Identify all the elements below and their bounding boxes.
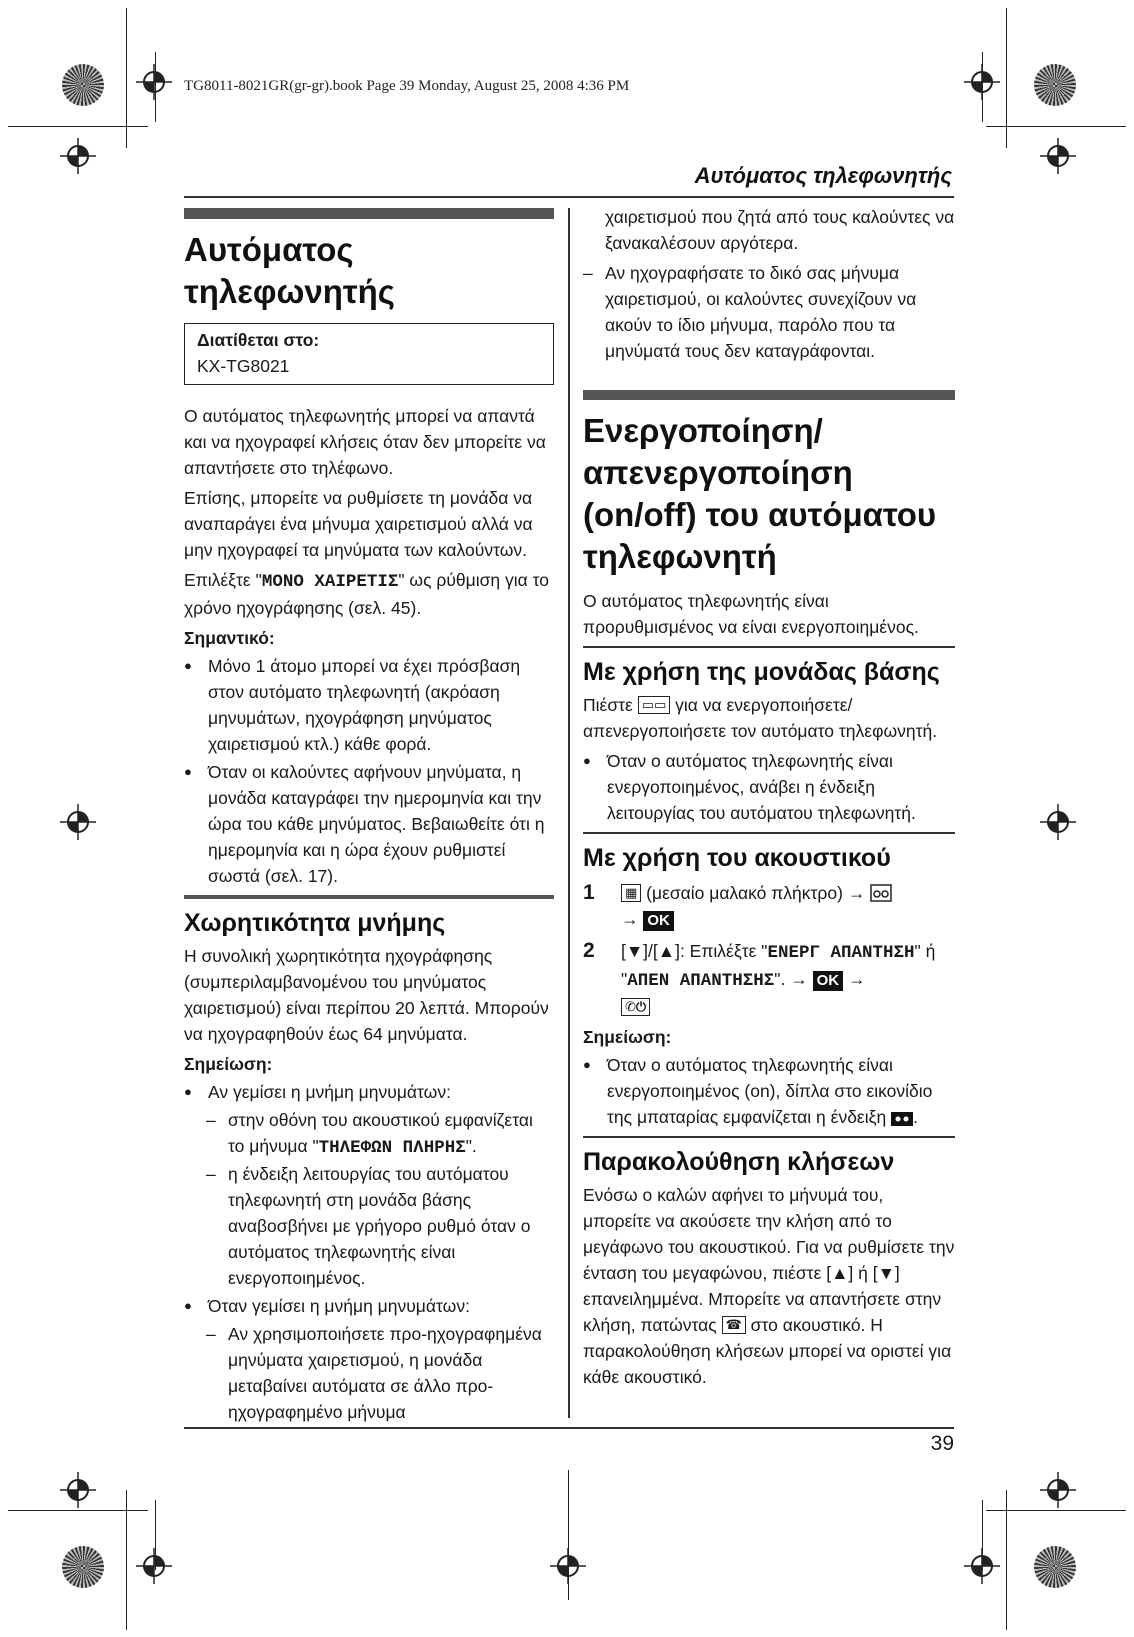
talk-key-icon: ☎ (722, 1316, 746, 1334)
greeting-only-paragraph: Επίσης, μπορείτε να ρυθμίσετε τη μονάδα να αναπαράγει ένα μήνυμα χαιρετισμού αλλά να μην ηχογραφεί τα μηνύματα των καλούντων. (184, 488, 533, 560)
greeting-setting-paragraph (184, 567, 554, 621)
page-number: 39 (930, 1432, 954, 1455)
registration-mark-icon (60, 138, 96, 174)
base-paragraph (583, 692, 955, 744)
text: για να ενεργοποιήσετε/ απενεργοποιήσετε τον αυτόματο τηλεφωνητή. (583, 695, 938, 741)
registration-mark-icon (1040, 804, 1076, 840)
registration-mark-icon (60, 1472, 96, 1508)
list-item: ● Όταν οι καλούντες αφήνουν μηνύματα, η μονάδα καταγράφει την ημερομηνία και την ώρα του κάθε μηνύματος. Βεβαιωθείτε ότι η ημερομηνία και η ώρα έχουν ρυθμιστεί σωστά (σελ. 17). (184, 759, 554, 889)
note-label: Σημείωση: (583, 1027, 672, 1047)
answering-machine-icon (870, 884, 892, 902)
list-item: ● Όταν γεμίσει η μνήμη μηνυμάτων: (184, 1293, 554, 1319)
right-column (583, 204, 955, 1394)
registration-mark-icon (60, 804, 96, 840)
arrow: → (621, 909, 639, 929)
column-divider (568, 208, 570, 1418)
color-rosette-icon (1034, 1546, 1076, 1588)
ok-key-icon: OK (813, 971, 844, 991)
list-subitem: – Αν ηχογραφήσατε το δικό σας μήνυμα χαιρετισμού, οι καλούντες συνεχίζουν να ακούν το ίδιο μήνυμα, παρόλο που τα μηνύματά τους δεν καταγράφονται. (583, 260, 955, 364)
text: στην οθόνη του ακουστικού εμφανίζεται το μήνυμα " (228, 1110, 533, 1156)
arrow: → (790, 969, 808, 989)
text: Επιλέξτε " (184, 570, 262, 590)
step-2 (583, 938, 955, 1020)
monitoring-paragraph (583, 1182, 955, 1390)
left-column (184, 208, 554, 1425)
text: Πιέστε (583, 695, 638, 715)
step-1 (583, 880, 955, 932)
color-rosette-icon (1034, 64, 1076, 106)
intro-paragraph: Ο αυτόματος τηλεφωνητής μπορεί να απαντά και να ηχογραφεί κλήσεις όταν δεν μπορείτε να απαντήσετε στο τηλέφωνο. (184, 406, 546, 478)
registration-mark-icon (136, 64, 172, 100)
text: (μεσαίο μαλακό πλήκτρο) (641, 883, 848, 903)
text: Όταν ο αυτόματος τηλεφωνητής είναι ενεργοποιημένος (on), δίπλα στο εικονίδιο της μπαταρίας εμφανίζεται η ένδειξη (607, 1055, 933, 1127)
continued-text: χαιρετισμού που ζητά από τους καλούντες να ξανακαλέσουν αργότερα. (605, 207, 955, 253)
onoff-paragraph: Ο αυτόματος τηλεφωνητής είναι προρυθμισμένος να είναι ενεργοποιημένος. (583, 591, 919, 637)
registration-mark-icon (1040, 138, 1076, 174)
display-text: ΤΗΛΕΦΩΝ ΠΛΗΡΗΣ (318, 1138, 466, 1158)
divider (184, 1427, 954, 1429)
text: " ή " (621, 941, 936, 989)
registration-mark-icon (136, 1548, 172, 1584)
registration-mark-icon (964, 1548, 1000, 1584)
color-rosette-icon (62, 64, 104, 106)
text: [▼]/[▲]: Επιλέξτε " (621, 941, 768, 961)
note-label: Σημείωση: (184, 1054, 273, 1074)
availability-box (184, 323, 554, 385)
section-bar (583, 832, 955, 834)
text: ". (774, 969, 786, 989)
divider (184, 196, 954, 198)
display-text: ΑΠΕΝ ΑΠΑΝΤΗΣΗΣ (627, 971, 775, 991)
list-item: ● Μόνο 1 άτομο μπορεί να έχει πρόσβαση στον αυτόματο τηλεφωνητή (ακρόαση μηνυμάτων, ηχογράφηση μηνύματος χαιρετισμού κτλ.) κάθε φορά. (184, 653, 554, 757)
section-title-handset: Με χρήση του ακουστικού (583, 844, 891, 872)
section-bar (583, 646, 955, 648)
registration-mark-icon (550, 1548, 586, 1584)
section-title-onoff: Ενεργοποίηση/ απενεργοποίηση (on/off) του αυτόματου τηλεφωνητή (583, 412, 937, 575)
section-bar (184, 208, 554, 219)
availability-label: Διατίθεται στο: (197, 330, 320, 350)
list-item: ● Αν γεμίσει η μνήμη μηνυμάτων: (184, 1079, 554, 1105)
running-title: Αυτόματος τηλεφωνητής (694, 163, 952, 188)
section-title-base: Με χρήση της μονάδας βάσης (583, 658, 940, 686)
display-text: ΕΝΕΡΓ ΑΠΑΝΤΗΣΗ (767, 943, 915, 963)
ok-key-icon: OK (643, 911, 674, 931)
text: " ως ρύθμιση για το χρόνο ηχογράφησης (σελ. 45). (184, 570, 550, 618)
list-subitem (184, 1107, 554, 1161)
registration-mark-icon (964, 64, 1000, 100)
text: Ενόσω ο καλών αφήνει το μήνυμά του, μπορείτε να ακούσετε την κλήση από το μεγάφωνο του ακουστικού. Για να ρυθμίσετε την ένταση του μεγαφώνου, πιέστε [▲] ή [▼] επανειλημμένα. Μπορείτε να απαντήσετε στην κλήση, πατώντας (583, 1185, 955, 1335)
section-title-memory: Χωρητικότητα μνήμης (184, 909, 446, 937)
arrow: → (847, 969, 866, 989)
off-power-key-icon: ✆⏻ (621, 998, 650, 1016)
availability-model: KX-TG8021 (197, 356, 290, 376)
section-bar (184, 895, 554, 899)
section-bar (583, 1136, 955, 1138)
page-title: Αυτόματος τηλεφωνητής (184, 231, 395, 310)
list-subitem: – η ένδειξη λειτουργίας του αυτόματου τηλεφωνητή στη μονάδα βάσης αναβοσβήνει με γρήγορο ρυθμό όταν ο αυτόματος τηλεφωνητής είναι ενεργοποιημένος. (184, 1161, 554, 1291)
text: ". (465, 1136, 477, 1156)
section-title-monitoring: Παρακολούθηση κλήσεων (583, 1148, 895, 1176)
memory-paragraph: Η συνολική χωρητικότητα ηχογράφησης (συμπεριλαμβανομένου του μηνύματος χαιρετισμού) είναι περίπου 20 λεπτά. Μπορούν να ηχογραφηθούν έως 64 μηνύματα. (184, 946, 549, 1044)
menu-key-icon: ▦ (621, 884, 641, 902)
color-rosette-icon (62, 1546, 104, 1588)
list-item: ● Όταν ο αυτόματος τηλεφωνητής είναι ενεργοποιημένος (on), δίπλα στο εικονίδιο της μπαταρίας εμφανίζεται η ένδειξη . (583, 1052, 955, 1130)
display-text: ΜΟΝΟ ΧΑΙΡΕΤΙΣ (261, 572, 399, 592)
answering-on-indicator-icon (891, 1112, 913, 1126)
list-subitem: – Αν χρησιμοποιήσετε προ-ηχογραφημένα μηνύματα χαιρετισμού, η μονάδα μεταβαίνει αυτόματα σε άλλο προ-ηχογραφημένο μήνυμα (184, 1321, 554, 1425)
step-number: 2 (583, 939, 595, 962)
answer-button-icon: ▭▭ (638, 696, 671, 714)
step-number: 1 (583, 881, 595, 904)
list-item: ● Όταν ο αυτόματος τηλεφωνητής είναι ενεργοποιημένος, ανάβει η ένδειξη λειτουργίας του αυτόματου τηλεφωνητή. (583, 748, 955, 826)
important-label: Σημαντικό: (184, 628, 275, 648)
arrow: → (847, 883, 866, 903)
book-info-header: TG8011-8021GR(gr-gr).book Page 39 Monday, August 25, 2008 4:36 PM (184, 78, 630, 94)
text: στο ακουστικό. Η παρακολούθηση κλήσεων μπορεί να οριστεί για κάθε ακουστικό. (583, 1315, 952, 1387)
section-bar (583, 390, 955, 400)
registration-mark-icon (1040, 1472, 1076, 1508)
